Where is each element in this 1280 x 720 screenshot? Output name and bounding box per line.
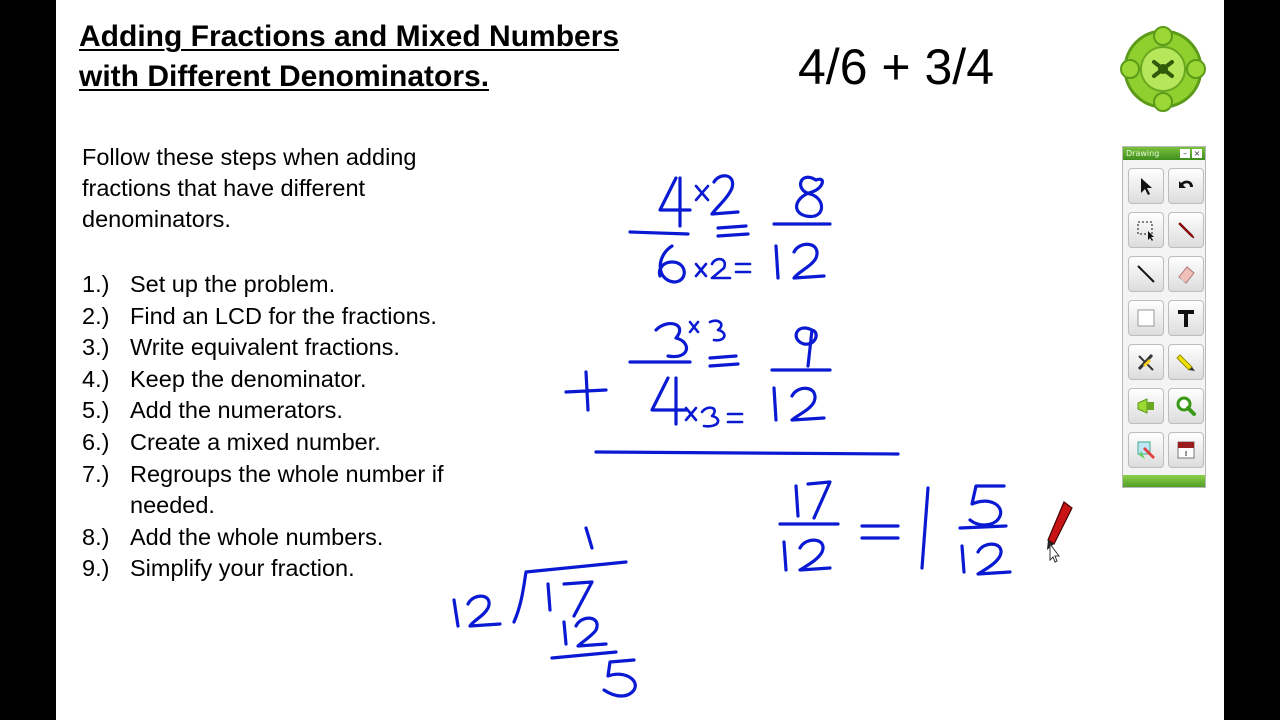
line-icon[interactable] [1128, 256, 1164, 292]
highlighter-icon[interactable] [1168, 344, 1204, 380]
step-number: 5.) [82, 397, 110, 424]
ink-equivalent-fraction-1 [630, 176, 830, 282]
step-text: Set up the problem. [130, 271, 336, 297]
toolbar-close-button[interactable]: × [1193, 149, 1201, 158]
slide-title-line-1: Adding Fractions and Mixed Numbers [79, 20, 620, 53]
step-text: Keep the denominator. [130, 365, 367, 392]
spotlight-icon[interactable] [1128, 388, 1164, 424]
handwriting-ink-layer [56, 0, 1224, 720]
slide-title-line-2: with Different Denominators. [79, 60, 490, 93]
step-text: Find an LCD for the fractions. [130, 302, 437, 329]
ink-sum-line [596, 452, 898, 454]
step-number: 3.) [82, 334, 110, 361]
step-number: 1.) [82, 271, 110, 297]
screen-shade-icon[interactable] [1168, 432, 1204, 468]
step-text: Add the whole numbers. [130, 523, 384, 550]
screen-capture-icon[interactable] [1128, 432, 1164, 468]
rectangle-icon[interactable] [1128, 300, 1164, 336]
select-arrow-icon[interactable] [1128, 168, 1164, 204]
pen-cursor-icon [1042, 500, 1076, 566]
slide-canvas[interactable] [56, 0, 1224, 720]
toolbar-status-bar [1123, 475, 1205, 487]
step-number: 8.) [82, 523, 110, 550]
magnifier-icon[interactable] [1168, 388, 1204, 424]
step-number: 6.) [82, 428, 110, 455]
clear-ink-icon[interactable] [1128, 344, 1164, 380]
toolbar-minimize-button[interactable]: – [1180, 149, 1190, 158]
step-text: Add the numerators. [130, 397, 343, 424]
app-logo-icon[interactable] [1118, 24, 1208, 114]
undo-icon[interactable] [1168, 168, 1204, 204]
step-number: 9.) [82, 555, 110, 582]
step-text: Regroups the whole number if needed. [130, 460, 444, 519]
pen-icon[interactable] [1168, 212, 1204, 248]
step-number: 4.) [82, 365, 110, 392]
drawing-toolbar[interactable] [1122, 146, 1206, 488]
area-select-icon[interactable] [1128, 212, 1164, 248]
ink-result [780, 482, 1010, 574]
toolbar-title: Drawing [1126, 149, 1160, 158]
step-number: 7.) [82, 460, 110, 487]
problem-expression: 4/6 + 3/4 [798, 39, 994, 95]
eraser-icon[interactable] [1168, 256, 1204, 292]
step-text: Write equivalent fractions. [130, 334, 400, 361]
toolbar-title-bar[interactable] [1123, 147, 1205, 160]
step-text: Create a mixed number. [130, 428, 381, 455]
ink-equivalent-fraction-2 [566, 321, 830, 427]
step-text: Simplify your fraction. [130, 555, 355, 582]
step-number: 2.) [82, 302, 110, 329]
ink-long-division [454, 528, 635, 696]
text-icon[interactable] [1168, 300, 1204, 336]
intro-paragraph: Follow these steps when adding fractions that have different denominators. [82, 144, 417, 232]
